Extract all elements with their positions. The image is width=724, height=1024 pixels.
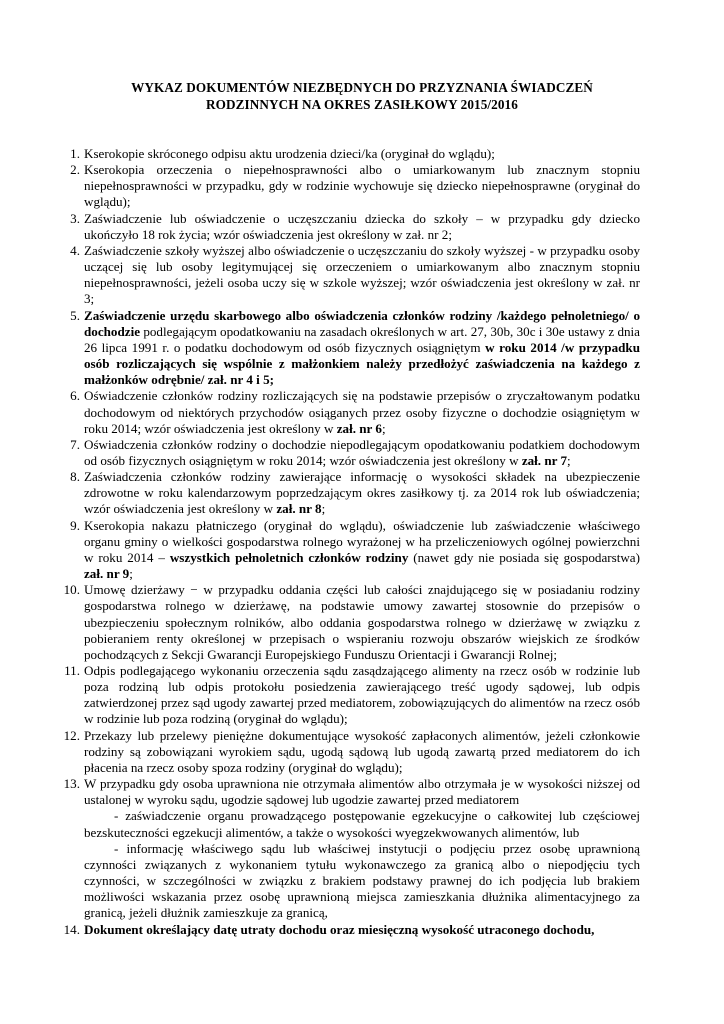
attachment-ref: zał. nr 8 (276, 501, 322, 517)
item-text: Przekazy lub przelewy pieniężne dokumentujące wysokość zapłaconych alimentów, jeżeli członkowie rodziny są zobowiązani wyrokiem sądu, ugodą sądową lub ugodą zawartą przed mediatorem do ich płacenia na rzecz osoby spoza rodziny (oryginał do wglądu); (84, 727, 640, 775)
item-number: 5. (70, 307, 80, 323)
item-bold-text: w roku 2014 /w przypadku osób rozliczających się wspólnie z małżonkiem należy przedłożyć zaświadczenia na każdego z małżonków odrębnie/ zał. nr 4 i 5; (84, 339, 640, 388)
item-text: (nawet gdy nie posiada się gospodarstwa) (408, 549, 640, 565)
list-item (63, 727, 640, 776)
item-text: ; (567, 452, 571, 468)
item-text: Zaświadczenia członków rodziny zawierające informację o wysokości składek na ubezpieczenie zdrowotne w roku kalendarzowym poprzedzającym okres zasiłkowy tj. za 2014 rok lub oświadczenia; wzór oświadczenia jest określony w (84, 469, 640, 517)
item-text: Odpis podlegającego wykonaniu orzeczenia sądu zasądzającego alimenty na rzecz osób w rodzinie lub poza rodziną lub odpis protokołu posiedzenia zawierającego treść ugody sądowej, lub odpis zatwierdzonej przez sąd ugody zawartej przed mediatorem, zobowiązujących do alimentów na rzecz osób w rodzinie lub poza rodziną (oryginał do wglądu); (84, 663, 640, 727)
item-number: 10. (63, 582, 80, 598)
list-item (63, 776, 640, 921)
title-line-1: WYKAZ DOKUMENTÓW NIEZBĘDNYCH DO PRZYZNANIA ŚWIADCZEŃ (131, 80, 593, 95)
item-number: 13. (63, 776, 80, 792)
item-text: ; (321, 501, 326, 517)
list-item (63, 582, 640, 663)
list-item (64, 663, 640, 728)
item-text: Oświadczenie członków rodziny rozliczających się na podstawie przepisów o zryczałtowanym podatku dochodowym od niektórych przychodów osiąganych przez osoby fizyczne o dochodzie osiągniętym w roku 2014; wzór oświadczenia jest określony w (84, 388, 640, 436)
list-item (63, 921, 640, 938)
list-item (70, 146, 640, 162)
item-bold-text: Dokument określający datę utraty dochodu oraz miesięczną wysokość utraconego dochodu, (84, 921, 595, 937)
list-item (70, 517, 640, 583)
item-text: Umowę dzierżawy − w przypadku oddania części lub całości znajdującego się w posiadaniu rodziny gospodarstwa rolnego w dzierżawę, na podstawie umowy zawartej stosownie do przepisów o ubezpieczeniu społecznym rolników, albo oddania gospodarstwa rolnego w dzierżawę w związku z pobieraniem renty określonej w przepisach o wspieraniu rozwoju obszarów wiejskich ze środków pochodzących z Sekcji Gwarancji Europejskiego Funduszu Orientacji i Gwarancji Rolnej; (84, 582, 640, 662)
item-bold-text: wszystkich pełnoletnich członków rodziny (169, 549, 409, 565)
item-text: podlegającym opodatkowaniu na zasadach określonych w art. 27, 30b, 30c i 30e ustawy z dnia 26 lipca 1991 r. o podatku dochodowym od osób fizycznych osiągniętym (84, 323, 640, 355)
sub-item: - zaświadczenie organu prowadzącego postępowanie egzekucyjne o całkowitej lub częściowej bezskuteczności egzekucji alimentów, a także o wysokości wyegzekwowanych alimentów, lub (84, 808, 640, 840)
item-text: Zaświadczenie szkoły wyższej albo oświadczenie o uczęszczaniu do szkoły wyższej - w przypadku osoby uczącej się lub osoby legitymującej się orzeczeniem o umiarkowanym albo znacznym stopniu niepełnosprawności, jeżeli osoba uczy się w szkole wyższej; wzór oświadczenia jest określony w zał. nr 3; (84, 242, 640, 307)
attachment-ref: zał. nr 6 (336, 420, 382, 436)
item-text: Zaświadczenie lub oświadczenie o uczęszczaniu dziecka do szkoły – w przypadku gdy dziecko ukończyło 18 rok życia; wzór oświadczenia jest określony w zał. nr 2; (84, 210, 640, 242)
item-number: 6. (70, 388, 80, 404)
attachment-ref: zał. nr 7 (521, 452, 568, 468)
list-item (70, 162, 640, 210)
list-item (70, 242, 640, 308)
sub-item: - informację właściwego sądu lub właściwej instytucji o podjęciu przez osobę uprawnioną czynności związanych z wykonaniem tytułu wykonawczego za granicą albo o niepodjęciu tych czynności, w szczególności w związku z brakiem podstawy prawnej do ich podjęcia lub brakiem możliwości wskazania przez osobę uprawnioną miejsca zamieszkania dłużnika alimentacyjnego za granicą, jeżeli dłużnik zamieszkuje za granicą, (84, 840, 640, 921)
item-number: 4. (70, 242, 80, 258)
list-item (70, 436, 640, 469)
item-number: 2. (70, 162, 80, 178)
item-number: 8. (70, 469, 80, 485)
attachment-ref: zał. nr 9 (84, 566, 130, 582)
item-number: 3. (70, 210, 80, 226)
documents-list (63, 146, 640, 938)
document-title (60, 79, 664, 113)
item-number: 7. (70, 436, 80, 452)
list-item (70, 307, 640, 389)
list-item (70, 388, 640, 436)
item-text: Kserokopia orzeczenia o niepełnosprawności albo o umiarkowanym lub znacznym stopniu niepełnosprawności w przypadku, gdy w rodzinie wychowuje się dziecko niepełnosprawne (oryginał do wglądu); (84, 162, 640, 210)
item-text: Kserokopia nakazu płatniczego (oryginał do wglądu), oświadczenie lub zaświadczenie właściwego organu gminy o wielkości gospodarstwa rolnego wyrażonej w ha przeliczeniowych ogólnej powierzchni w roku 2014 – (84, 517, 640, 565)
item-text: ; (129, 566, 133, 582)
item-number: 12. (63, 727, 80, 743)
list-item (70, 469, 640, 517)
list-item (70, 210, 640, 243)
item-number: 1. (70, 146, 80, 161)
item-number: 14. (63, 921, 80, 937)
title-line-2: RODZINNYCH NA OKRES ZASIŁKOWY 2015/2016 (206, 97, 518, 112)
item-text: Kserokopie skróconego odpisu aktu urodzenia dzieci/ka (oryginał do wglądu); (84, 146, 495, 161)
item-text: Oświadczenia członków rodziny o dochodzie niepodlegającym opodatkowaniu podatkiem dochodowym od osób fizycznych osiągniętym w roku 2014; wzór oświadczenia jest określony w (84, 436, 640, 468)
item-bold-text: Zaświadczenie urzędu skarbowego albo oświadczenia członków rodziny /każdego pełnoletniego/ o dochodzie (84, 307, 640, 339)
item-number: 9. (70, 517, 80, 533)
item-text: W przypadku gdy osoba uprawniona nie otrzymała alimentów albo otrzymała je w wysokości niższej od ustalonej w wyroku sądu, ugodzie sądowej lub ugodzie zawartej przed mediatorem (84, 776, 640, 808)
item-text: ; (381, 420, 386, 436)
item-number: 11. (64, 663, 80, 678)
